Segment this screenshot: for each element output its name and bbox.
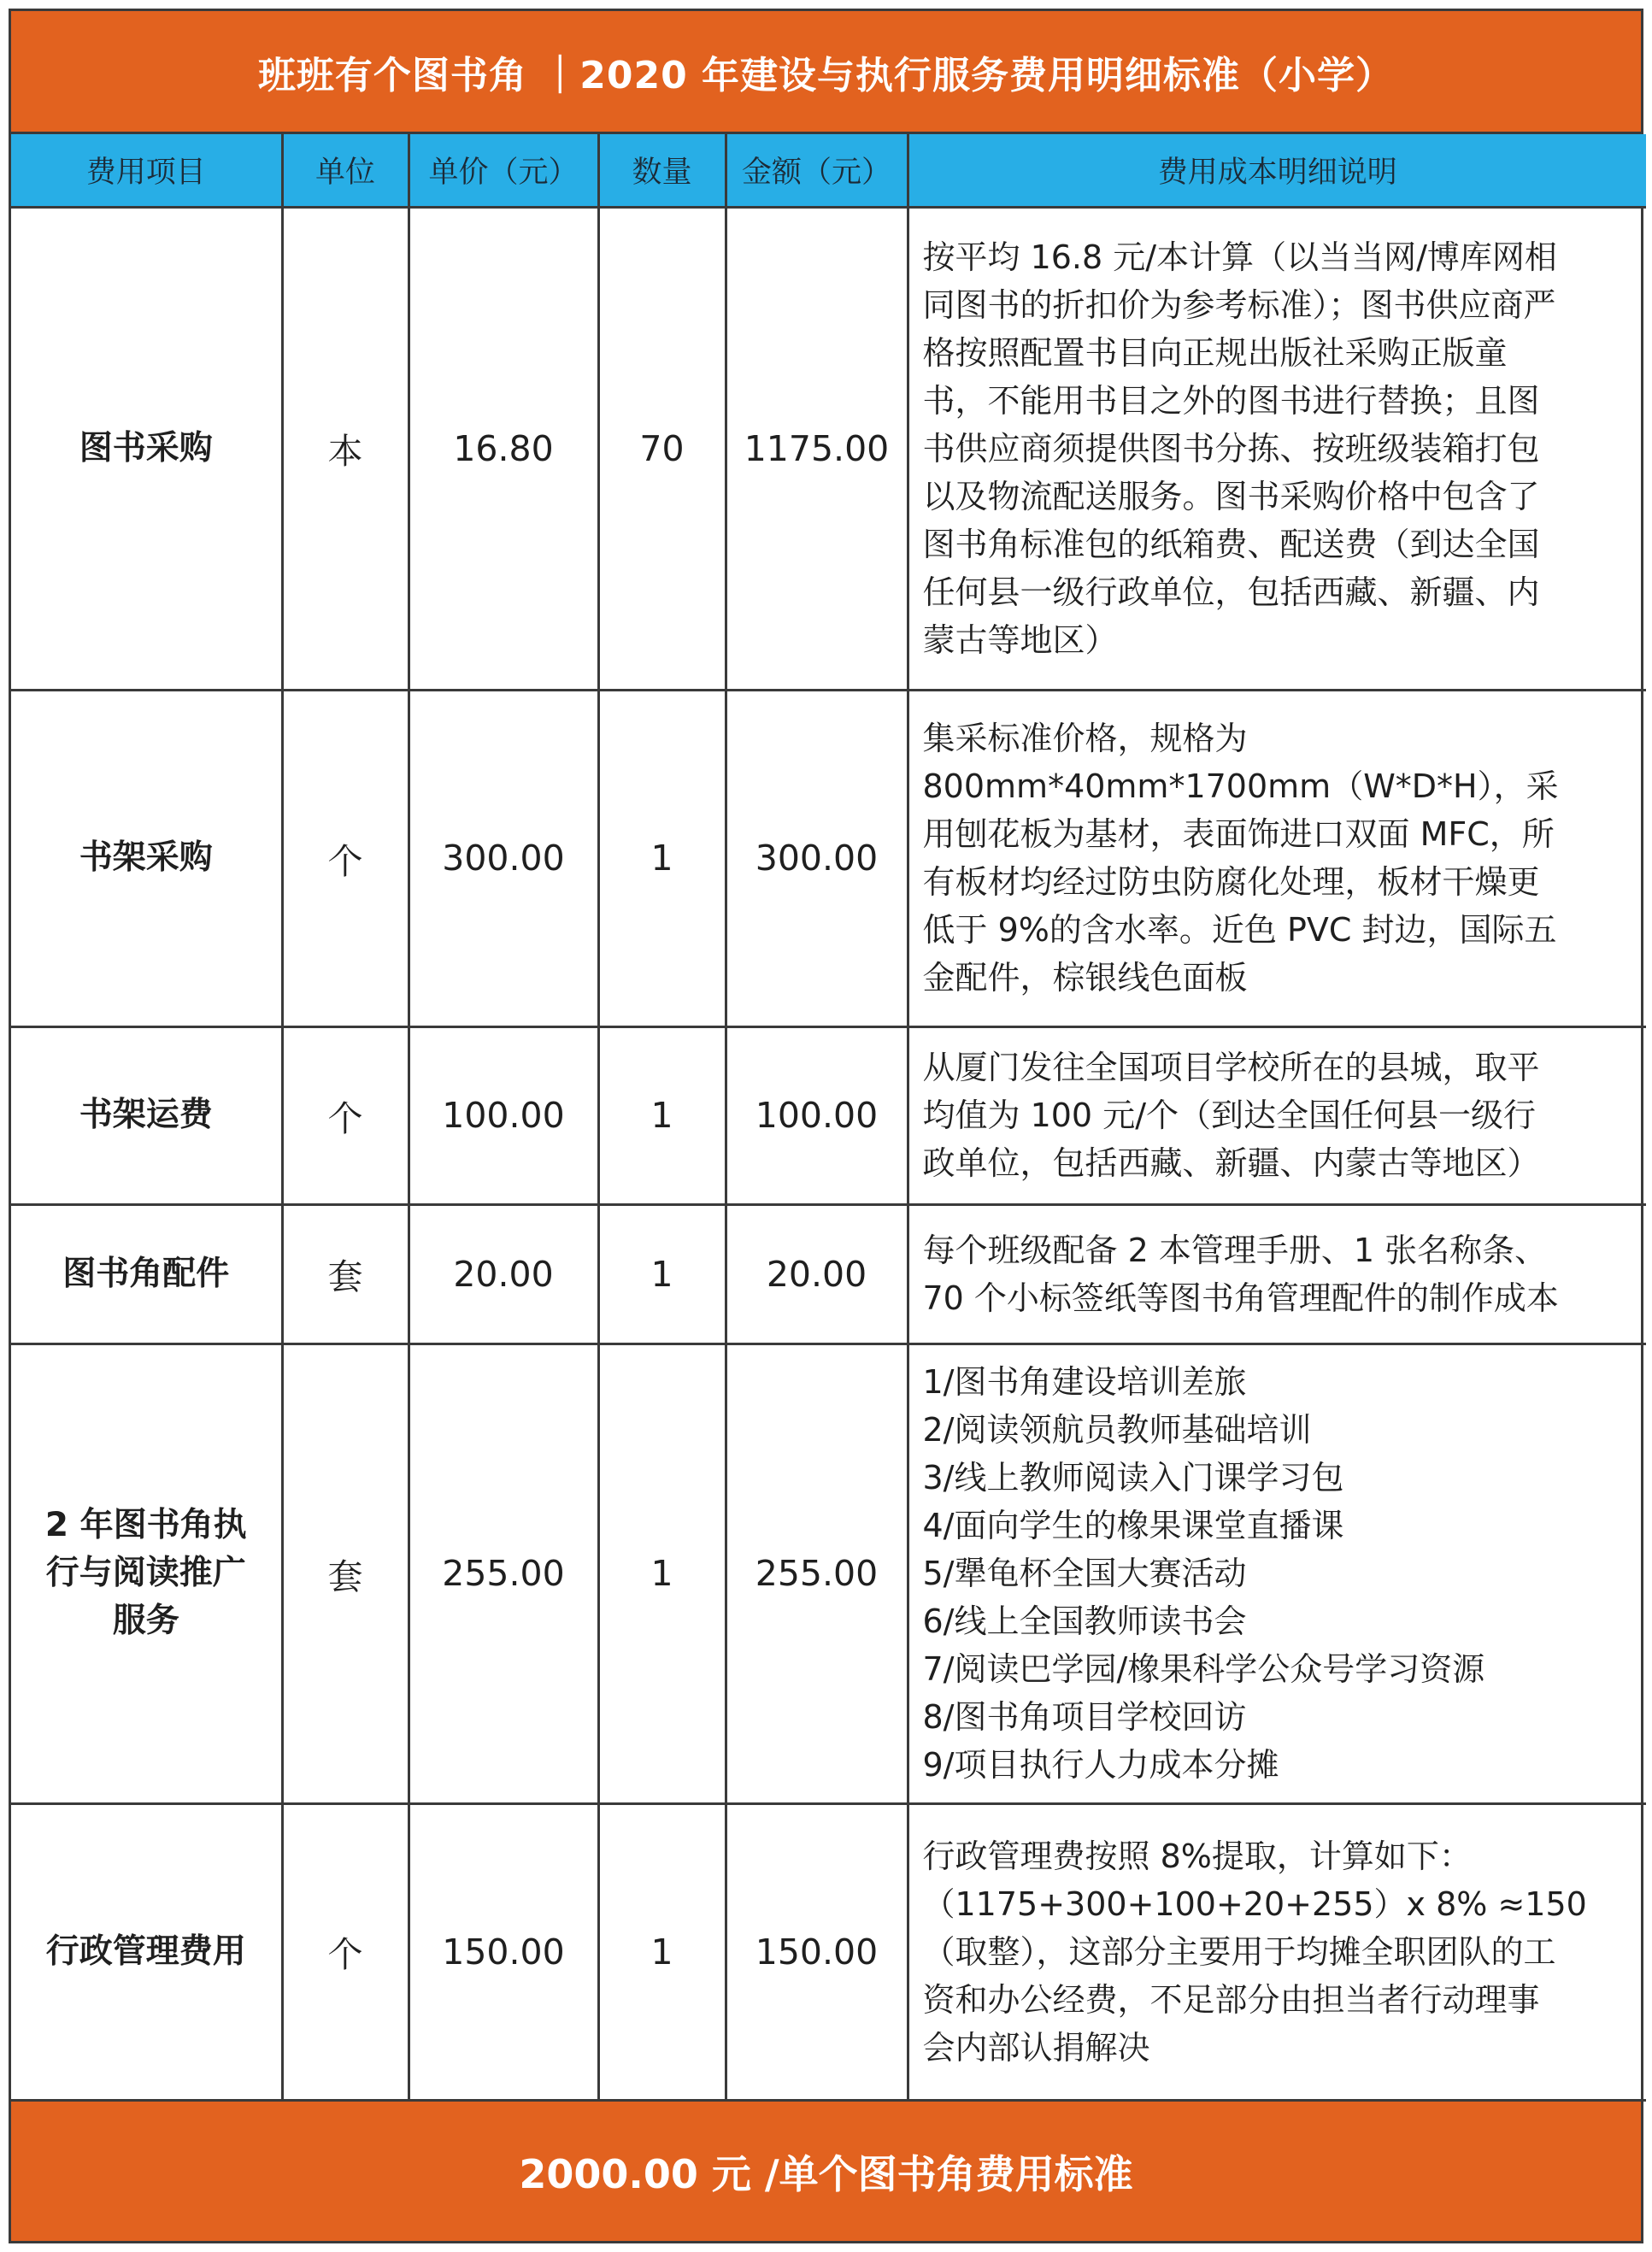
cell-qty: 1	[598, 1204, 726, 1344]
cost-table	[11, 134, 1646, 2102]
cell-amount: 1175.00	[726, 207, 908, 690]
col-header-item: 费用项目	[11, 134, 282, 207]
cell-item: 图书角配件	[11, 1204, 282, 1344]
col-header-price: 单价（元）	[409, 134, 598, 207]
cell-desc: 行政管理费按照 8%提取，计算如下： （1175+300+100+20+255）x 8% ≈150 （取整），这部分主要用于均摊全职团队的工 资和办公经费，不足部分由担当者行动理事 会内部认捐解决	[908, 1803, 1646, 2100]
table-row	[11, 1344, 1646, 1803]
cell-item: 行政管理费用	[11, 1803, 282, 2100]
col-header-unit: 单位	[282, 134, 409, 207]
cell-price: 20.00	[409, 1204, 598, 1344]
cell-unit: 个	[282, 1803, 409, 2100]
cell-amount: 150.00	[726, 1803, 908, 2100]
page-title: 班班有个图书角 ｜2020 年建设与执行服务费用明细标准（小学）	[11, 11, 1641, 134]
header-row	[11, 134, 1646, 207]
total-footer: 2000.00 元 /单个图书角费用标准	[11, 2099, 1641, 2241]
table-row	[11, 207, 1646, 690]
cell-qty: 1	[598, 690, 726, 1026]
cell-qty: 70	[598, 207, 726, 690]
cell-amount: 255.00	[726, 1344, 908, 1803]
table-row	[11, 1204, 1646, 1344]
cell-unit: 套	[282, 1344, 409, 1803]
cell-unit: 个	[282, 690, 409, 1026]
cell-amount: 100.00	[726, 1026, 908, 1204]
cell-amount: 300.00	[726, 690, 908, 1026]
cell-price: 300.00	[409, 690, 598, 1026]
cell-item: 书架运费	[11, 1026, 282, 1204]
cell-item: 2 年图书角执 行与阅读推广 服务	[11, 1344, 282, 1803]
cell-qty: 1	[598, 1344, 726, 1803]
table-row	[11, 1026, 1646, 1204]
col-header-amount: 金额（元）	[726, 134, 908, 207]
cell-item: 图书采购	[11, 207, 282, 690]
cell-price: 255.00	[409, 1344, 598, 1803]
cell-desc: 1/图书角建设培训差旅 2/阅读领航员教师基础培训 3/线上教师阅读入门课学习包 4/面向学生的橡果课堂直播课 5/犟龟杯全国大赛活动 6/线上全国教师读书会 7/阅读巴学园/橡果科学公众号学习资源 8/图书角项目学校回访 9/项目执行人力成本分摊	[908, 1344, 1646, 1803]
cell-desc: 按平均 16.8 元/本计算（以当当网/博库网相 同图书的折扣价为参考标准）；图书供应商严 格按照配置书目向正规出版社采购正版童 书，不能用书目之外的图书进行替换；且图 书供应商须提供图书分拣、按班级装箱打包 以及物流配送服务。图书采购价格中包含了 图书角标准包的纸箱费、配送费（到达全国 任何县一级行政单位，包括西藏、新疆、内 蒙古等地区）	[908, 207, 1646, 690]
cell-price: 100.00	[409, 1026, 598, 1204]
cost-sheet	[9, 9, 1643, 2243]
cell-qty: 1	[598, 1803, 726, 2100]
cell-item: 书架采购	[11, 690, 282, 1026]
cell-qty: 1	[598, 1026, 726, 1204]
cell-unit: 本	[282, 207, 409, 690]
cell-price: 150.00	[409, 1803, 598, 2100]
cell-price: 16.80	[409, 207, 598, 690]
cell-desc: 从厦门发往全国项目学校所在的县城，取平 均值为 100 元/个（到达全国任何县一级行 政单位，包括西藏、新疆、内蒙古等地区）	[908, 1026, 1646, 1204]
table-row	[11, 1803, 1646, 2100]
cell-unit: 个	[282, 1026, 409, 1204]
col-header-desc: 费用成本明细说明	[908, 134, 1646, 207]
cell-unit: 套	[282, 1204, 409, 1344]
cell-desc: 集采标准价格，规格为 800mm*40mm*1700mm（W*D*H），采 用刨花板为基材，表面饰进口双面 MFC，所 有板材均经过防虫防腐化处理，板材干燥更 低于 9%的含水率。近色 PVC 封边，国际五 金配件，棕银线色面板	[908, 690, 1646, 1026]
cell-desc: 每个班级配备 2 本管理手册、1 张名称条、 70 个小标签纸等图书角管理配件的制作成本	[908, 1204, 1646, 1344]
table-row	[11, 690, 1646, 1026]
col-header-qty: 数量	[598, 134, 726, 207]
cell-amount: 20.00	[726, 1204, 908, 1344]
